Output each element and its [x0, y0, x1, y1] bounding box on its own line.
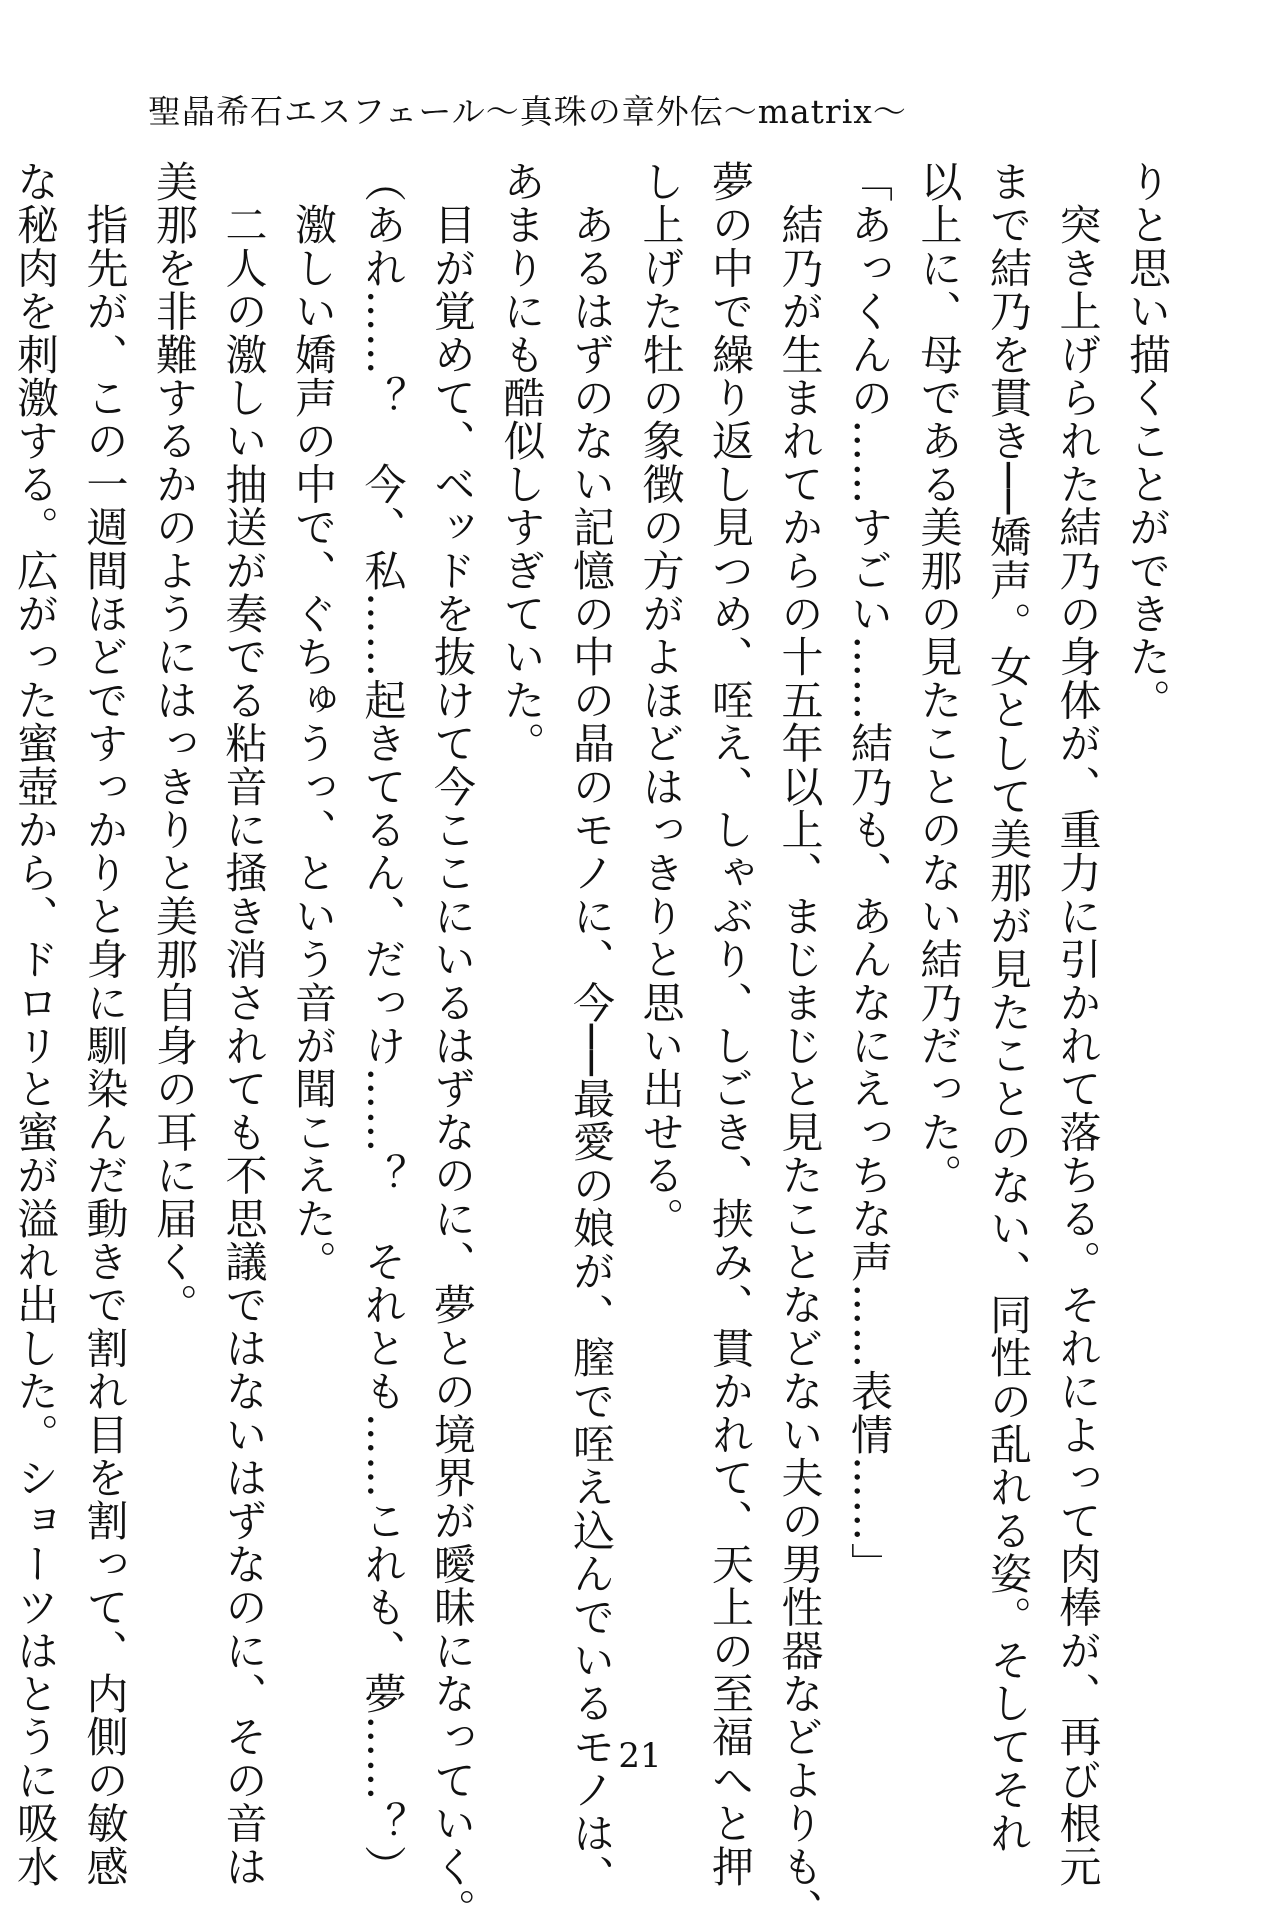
text-line: あまりにも酷似しすぎていた。	[497, 160, 547, 765]
text-line: 目が覚めて、ベッドを抜けて今ここにいるはずなのに、夢との境界が曖昧になっていく。	[428, 160, 477, 1931]
text-line: 夢の中で繰り返し見つめ、咥え、しゃぶり、しごき、挟み、貫かれて、天上の至福へと押	[706, 160, 755, 1888]
text-line: 激しい嬌声の中で、ぐちゅうっ、という音が聞こえた。	[289, 160, 338, 1284]
text-line: （あれ……？ 今、私……起きてるん、だっけ……？ それとも……これも、夢……？）	[358, 160, 408, 1888]
text-line: 二人の激しい抽送が奏でる粘音に掻き消されても不思議ではないはずなのに、その音は	[219, 160, 269, 1888]
text-line: りと思い描くことができた。	[1123, 160, 1172, 722]
text-line: 突き上げられた結乃の身体が、重力に引かれて落ちる。それによって肉棒が、再び根元	[1053, 160, 1103, 1888]
text-line	[0, 160, 1, 1720]
text-line: まで結乃を貫き──嬌声。女として美那が見たことのない、同性の乱れる姿。そしてそれ	[984, 160, 1033, 1855]
text-line: 結乃が生まれてからの十五年以上、まじまじと見たことなどない夫の男性器などよりも、	[775, 160, 825, 1931]
text-line: し上げた牡の象徴の方がよほどはっきりと思い出せる。	[636, 160, 686, 1240]
text-line: な秘肉を刺激する。広がった蜜壺から、ドロリと蜜が溢れ出した。ショーツはとうに吸水	[11, 160, 60, 1888]
text-line: 以上に、母である美那の見たことのない結乃だった。	[914, 160, 964, 1197]
text-line: あるはずのない記憶の中の晶のモノに、今──最愛の娘が、膣で咥え込んでいるモノは、	[567, 160, 616, 1898]
text-line: 美那を非難するかのようにはっきりと美那自身の耳に届く。	[150, 160, 199, 1327]
page-number: 21	[618, 1736, 662, 1776]
text-line: 「あっくんの……すごい……結乃も、あんなにえっちな声……表情……」	[845, 160, 894, 1586]
running-header: 聖晶希石エスフェール〜真珠の章外伝〜matrix〜	[148, 92, 907, 131]
text-line: 指先が、この一週間ほどですっかりと身に馴染んだ動きで割れ目を割って、内側の敏感	[80, 160, 130, 1888]
